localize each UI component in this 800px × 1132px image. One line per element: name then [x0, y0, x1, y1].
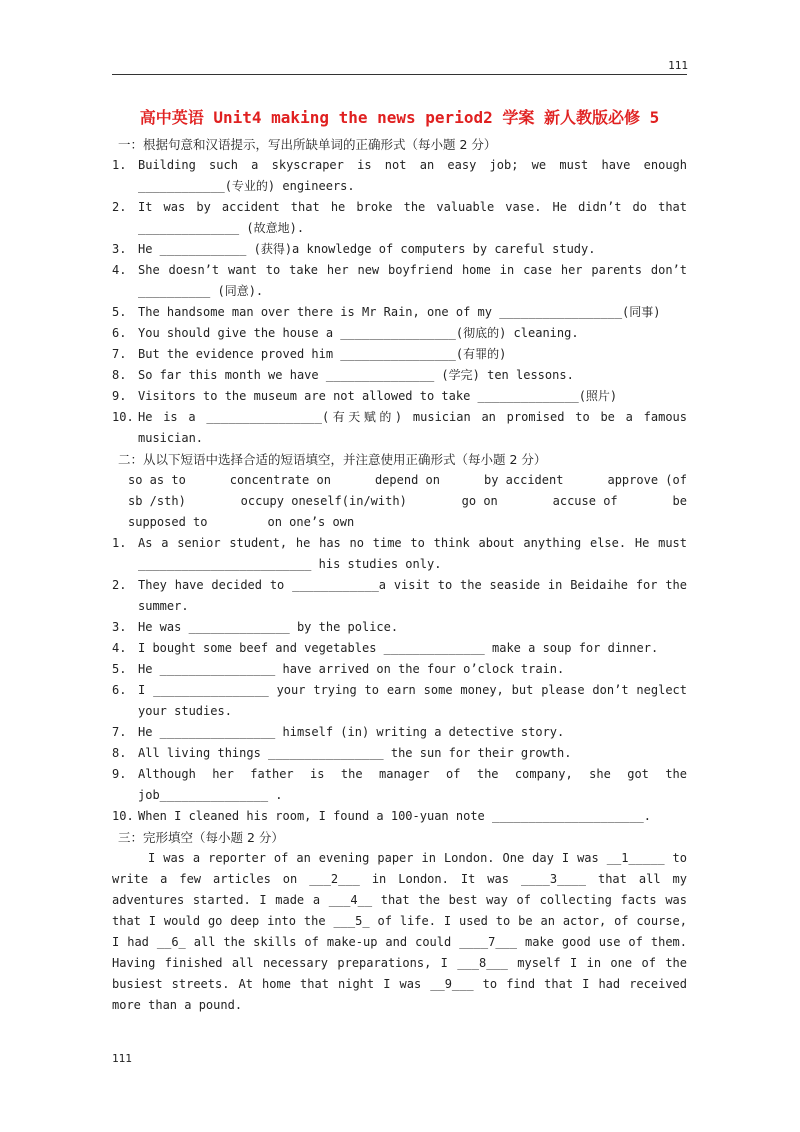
question-number: 8.	[112, 368, 127, 382]
question-text: He ________________ have arrived on the four o’clock train.	[138, 662, 565, 676]
phrase-option: depend on	[374, 473, 440, 487]
question-number: 5.	[112, 662, 127, 676]
section3-heading: 三：完形填空（每小题 2 分）	[118, 830, 284, 845]
phrase-option: so as to	[128, 473, 186, 487]
phrase-option: occupy oneself(in/with)	[240, 494, 407, 508]
phrase-option: go on	[461, 494, 498, 508]
question-text: They have decided to ____________a visit to the seaside in Beidaihe for the summer.	[138, 578, 687, 613]
question-item	[112, 764, 687, 806]
question-item	[112, 239, 687, 260]
question-number: 2.	[112, 578, 127, 592]
question-item	[112, 260, 687, 302]
question-text: He was ______________ by the police.	[138, 620, 399, 634]
question-number: 7.	[112, 347, 127, 361]
question-number: 5.	[112, 305, 127, 319]
question-item	[112, 680, 687, 722]
question-number: 2.	[112, 200, 127, 214]
section1-heading: 一：根据句意和汉语提示，写出所缺单词的正确形式（每小题 2 分）	[118, 137, 497, 152]
question-text: Visitors to the museum are not allowed to take ______________(照片)	[138, 389, 618, 403]
question-text: I bought some beef and vegetables ______________ make a soup for dinner.	[138, 641, 659, 655]
phrase-row	[128, 512, 687, 533]
question-number: 7.	[112, 725, 127, 739]
question-item	[112, 659, 687, 680]
question-text: Building such a skyscraper is not an easy job; we must have enough ____________(专业的) engineers.	[138, 158, 687, 193]
question-number: 3.	[112, 620, 127, 634]
question-text: Although her father is the manager of the company, she got the job_______________ .	[138, 767, 687, 802]
question-number: 9.	[112, 389, 127, 403]
question-text: He is a ________________(有天赋的) musician an promised to be a famous musician.	[138, 410, 687, 445]
question-item	[112, 386, 687, 407]
phrase-row	[128, 470, 687, 491]
question-item	[112, 407, 687, 449]
question-item	[112, 533, 687, 575]
question-number: 1.	[112, 536, 127, 550]
question-item	[112, 722, 687, 743]
question-item	[112, 575, 687, 617]
question-number: 8.	[112, 746, 127, 760]
question-text: When I cleaned his room, I found a 100-yuan note _____________________.	[138, 809, 651, 823]
document-title: 高中英语 Unit4 making the news period2 学案 新人教版必修 5	[139, 108, 660, 127]
question-text: The handsome man over there is Mr Rain, one of my _________________(同事)	[138, 305, 661, 319]
phrase-option: sb /sth)	[128, 494, 186, 508]
question-text: I ________________ your trying to earn some money, but please don’t neglect your studies.	[138, 683, 687, 718]
header-rule	[112, 74, 687, 75]
question-text: As a senior student, he has no time to think about anything else. He must ________________________ his studies only.	[138, 536, 687, 571]
question-item	[112, 617, 687, 638]
question-number: 9.	[112, 767, 127, 781]
question-text: She doesn’t want to take her new boyfriend home in case her parents don’t __________ (同意).	[138, 263, 687, 298]
question-text: You should give the house a ________________(彻底的) cleaning.	[138, 326, 579, 340]
question-number: 1.	[112, 158, 127, 172]
question-number: 4.	[112, 263, 127, 277]
question-text: All living things ________________ the sun for their growth.	[138, 746, 572, 760]
section2-heading: 二：从以下短语中选择合适的短语填空，并注意使用正确形式（每小题 2 分）	[118, 452, 547, 467]
question-item	[112, 806, 687, 827]
question-item	[112, 344, 687, 365]
phrase-option: on one’s own	[267, 515, 355, 529]
phrase-bank	[112, 470, 687, 533]
question-item	[112, 365, 687, 386]
question-text: He ____________ (获得)a knowledge of computers by careful study.	[138, 242, 596, 256]
document-body	[112, 106, 687, 1016]
question-number: 4.	[112, 641, 127, 655]
phrase-row	[128, 491, 687, 512]
cloze-paragraph: I was a reporter of an evening paper in London. One day I was __1_____ to write a few articles on ___2___ in London. It was ____3____ that all my adventures started. I made a ___4__ that the best way of collecting facts was that I would go deep into the ___5_ of life. I used to be an actor, of course, I had __6_ all the skills of make-up and could ____7___ make good use of them. Having finished all necessary preparations, I ___8___ myself I in one of the busiest streets. At home that night I was __9___ to find that I had received more than a pound.	[112, 851, 687, 1012]
question-number: 10.	[112, 809, 134, 823]
phrase-option: approve (of	[607, 473, 687, 487]
question-item	[112, 743, 687, 764]
question-text: He ________________ himself (in) writing a detective story.	[138, 725, 565, 739]
question-item	[112, 302, 687, 323]
question-number: 3.	[112, 242, 127, 256]
phrase-option: by accident	[483, 473, 564, 487]
question-item	[112, 323, 687, 344]
phrase-option: accuse of	[552, 494, 618, 508]
question-item	[112, 638, 687, 659]
header-page-number: 111	[668, 59, 688, 72]
phrase-option: be	[672, 494, 687, 508]
question-number: 10.	[112, 410, 134, 424]
section1-list	[112, 155, 687, 449]
question-text: So far this month we have _______________ (学完) ten lessons.	[138, 368, 574, 382]
question-text: But the evidence proved him ________________(有罪的)	[138, 347, 507, 361]
question-number: 6.	[112, 326, 127, 340]
phrase-option: supposed to	[128, 515, 208, 529]
question-number: 6.	[112, 683, 127, 697]
question-item	[112, 155, 687, 197]
phrase-option: concentrate on	[229, 473, 331, 487]
section2-list	[112, 533, 687, 827]
question-item	[112, 197, 687, 239]
question-text: It was by accident that he broke the valuable vase. He didn’t do that ______________ (故意地).	[138, 200, 687, 235]
footer-page-number: 111	[112, 1052, 132, 1065]
